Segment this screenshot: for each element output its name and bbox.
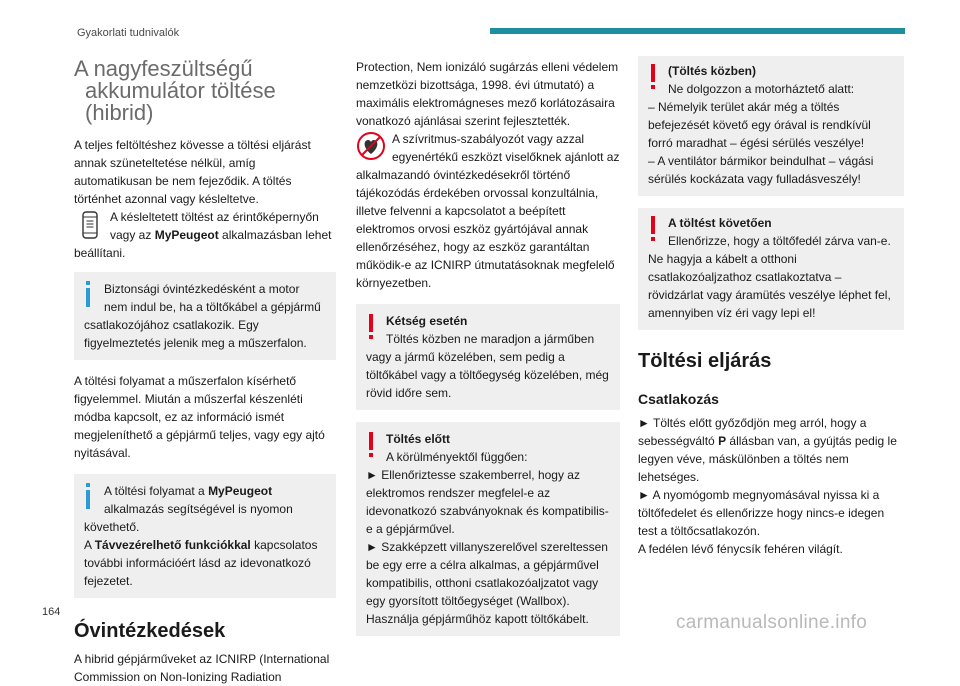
intro-paragraph: A teljes feltöltéshez kövesse a töltési eljárást annak szüneteltetése nélkül, amíg automatikusan be nem fejeződik. A töltés történhet azonnal vagy késleltetve. [74,138,311,206]
warning-icon [648,62,660,92]
delayed-charging-text [74,208,336,262]
info-app-name: MyPeugeot [208,484,273,498]
warning-after-l2: Ne hagyja a kábelt a otthoni csatlakozóaljzathoz csatlakoztatva – rövidzárlat vagy áramütés veszélye léphet fel, amennyiben víz éri vagy lepi el! [648,252,891,320]
warning-before-l3: ► Szakképzett villanyszerelővel szereltessen be egy erre a célra alkalmas, a gépjárművel kompatibilis, otthoni csatlakozóaljzatot vagy egy gyorsított töltőegységet (Wallbox). [366,540,608,608]
warning-before-l2: ► Ellenőriztesse szakemberrel, hogy az elektromos rendszer megfelel-e az idevonatkozó szabványoknak és kompatibilis-e a gépjárművel. [366,468,609,536]
precautions-text: A hibrid gépjárműveket az ICNIRP (International Commission on Non-Ionizing Radiation [74,652,330,684]
page-number: 164 [42,606,61,618]
info-app-t3: A [84,538,95,552]
column-1 [74,56,336,686]
warning-after-title: A töltést követően [668,216,772,230]
warning-before-title: Töltés előtt [386,432,451,446]
step-1-text-b: állásban van, a gyújtás pedig le legyen véve, máskülönben a töltés nem lehetséges. [638,434,897,484]
info-box-safety [74,272,336,360]
header-accent-bar [490,28,905,34]
column-3 [638,56,904,558]
warning-before-l1: A körülményektől függően: [386,450,528,464]
pacemaker-note [356,130,620,292]
section-title: Gyakorlati tudnivalók [77,27,180,39]
watermark: carmanualsonline.info [676,612,868,633]
warning-doubt-title: Kétség esetén [386,314,468,328]
info-app-text-1 [84,482,326,536]
step-3: A fedélen lévő fénycsík fehéren világít. [638,542,843,556]
warning-box-doubt [356,304,620,410]
column-2 [356,58,620,636]
info-icon [84,482,94,510]
warning-icon [648,214,660,244]
info-app-text-2 [84,536,326,590]
heading-line-1: A nagyfeszültségű [74,56,253,81]
info-app-t1: A töltési folyamat a [104,484,209,498]
precautions-heading: Óvintézkedések [74,620,226,642]
dashboard-paragraph: A töltési folyamat a műszerfalon kísérhető figyelemmel. Miután a műszerfal készenléti módba kapcsolt, ez az információ ismét megjeleníthető a gépjármű teljes, vagy egy ajtó nyitásával. [74,374,325,460]
info-icon [84,280,94,308]
warning-doubt-text: Töltés közben ne maradjon a járműben vagy a jármű közelében, sem pedig a töltőkábel vagy a töltőegység közelében, még rövid időre sem. [366,332,609,400]
phone-note-text-2: alkalmazásban lehet beállítani. [74,228,332,260]
warning-icon [366,312,378,342]
warning-box-before-charging [356,422,620,636]
info-box-app [74,474,336,598]
main-heading [74,58,336,124]
info-app-t2: alkalmazás segítségével is nyomon követhető. [84,502,293,534]
warning-during-l1: Ne dolgozzon a motorháztető alatt: [668,82,855,96]
phone-note-text-1: A késleltetett töltést az érintőképernyőn vagy az [110,210,319,242]
phone-note-app-name: MyPeugeot [154,228,219,242]
warning-during-l2: – Némelyik terület akár még a töltés befejezését követő egy órával is rendkívül forró maradhat – égési sérülés veszélye! [648,100,871,150]
pacemaker-icon [356,131,386,161]
warning-during-title: (Töltés közben) [668,64,757,78]
icnirp-paragraph: Protection, Nem ionizáló sugárzás elleni védelem nemzetközi bizottsága, 1998. évi útmutató) a maximális elektromágneses mező korlátozásaira vonatkozó ajánlásai szerint fejlesztették. [356,60,619,128]
step-2: ► A nyomógomb megnyomásával nyissa ki a töltőfedelet és ellenőrizze hogy nincs-e idegen test a töltőcsatlakozón. [638,488,885,538]
warning-during-l3: – A ventilátor bármikor beindulhat – vágási sérülés kockázata vagy fulladásveszély! [648,154,874,186]
info-safety-text: Biztonsági óvintézkedésként a motor nem indul be, ha a töltőkábel a gépjármű csatlakozójához csatlakozik. Egy figyelmeztetés jelenik meg a műszerfalon. [84,282,321,350]
warning-before-l4: Használja gépjárműhöz kapott töltőkábelt. [366,612,589,626]
info-remote-functions: Távvezérelhető funkciókkal [94,538,251,552]
warning-box-after-charging [638,208,904,330]
procedure-heading: Töltési eljárás [638,350,772,372]
step-1 [638,414,904,486]
info-app-t4: kapcsolatos további információért lásd az idevonatkozó fejezetet. [84,538,318,588]
warning-after-l1: Ellenőrizze, hogy a töltőfedél zárva van-e. [668,234,891,248]
warning-icon [366,430,378,460]
heading-line-3: (hibrid) [85,100,154,125]
step-1-text-a: ► Töltés előtt győződjön meg arról, hogy a sebességváltó [638,416,867,448]
connection-heading: Csatlakozás [638,391,719,407]
warning-box-during-charging [638,56,904,196]
gear-position-p: P [718,434,727,448]
delayed-charging-note [74,208,336,262]
heading-line-2: akkumulátor töltése [85,78,276,103]
smartphone-icon [80,210,102,240]
pacemaker-text: A szívritmus-szabályozót vagy azzal egyenértékű eszközt viselőknek ajánlott az alkalmazandó óvintézkedésekről történő tájékozódás érdekében orvossal konzultálnia, illetve felvenni a kapcsolatot a beépített elektromos orvosi eszköz gyártójával annak ellenőrzéséhez, hogy az eszköz garantáltan működik-e az ICNIRP útmutatásoknak megfelelő környezetben. [356,132,620,290]
